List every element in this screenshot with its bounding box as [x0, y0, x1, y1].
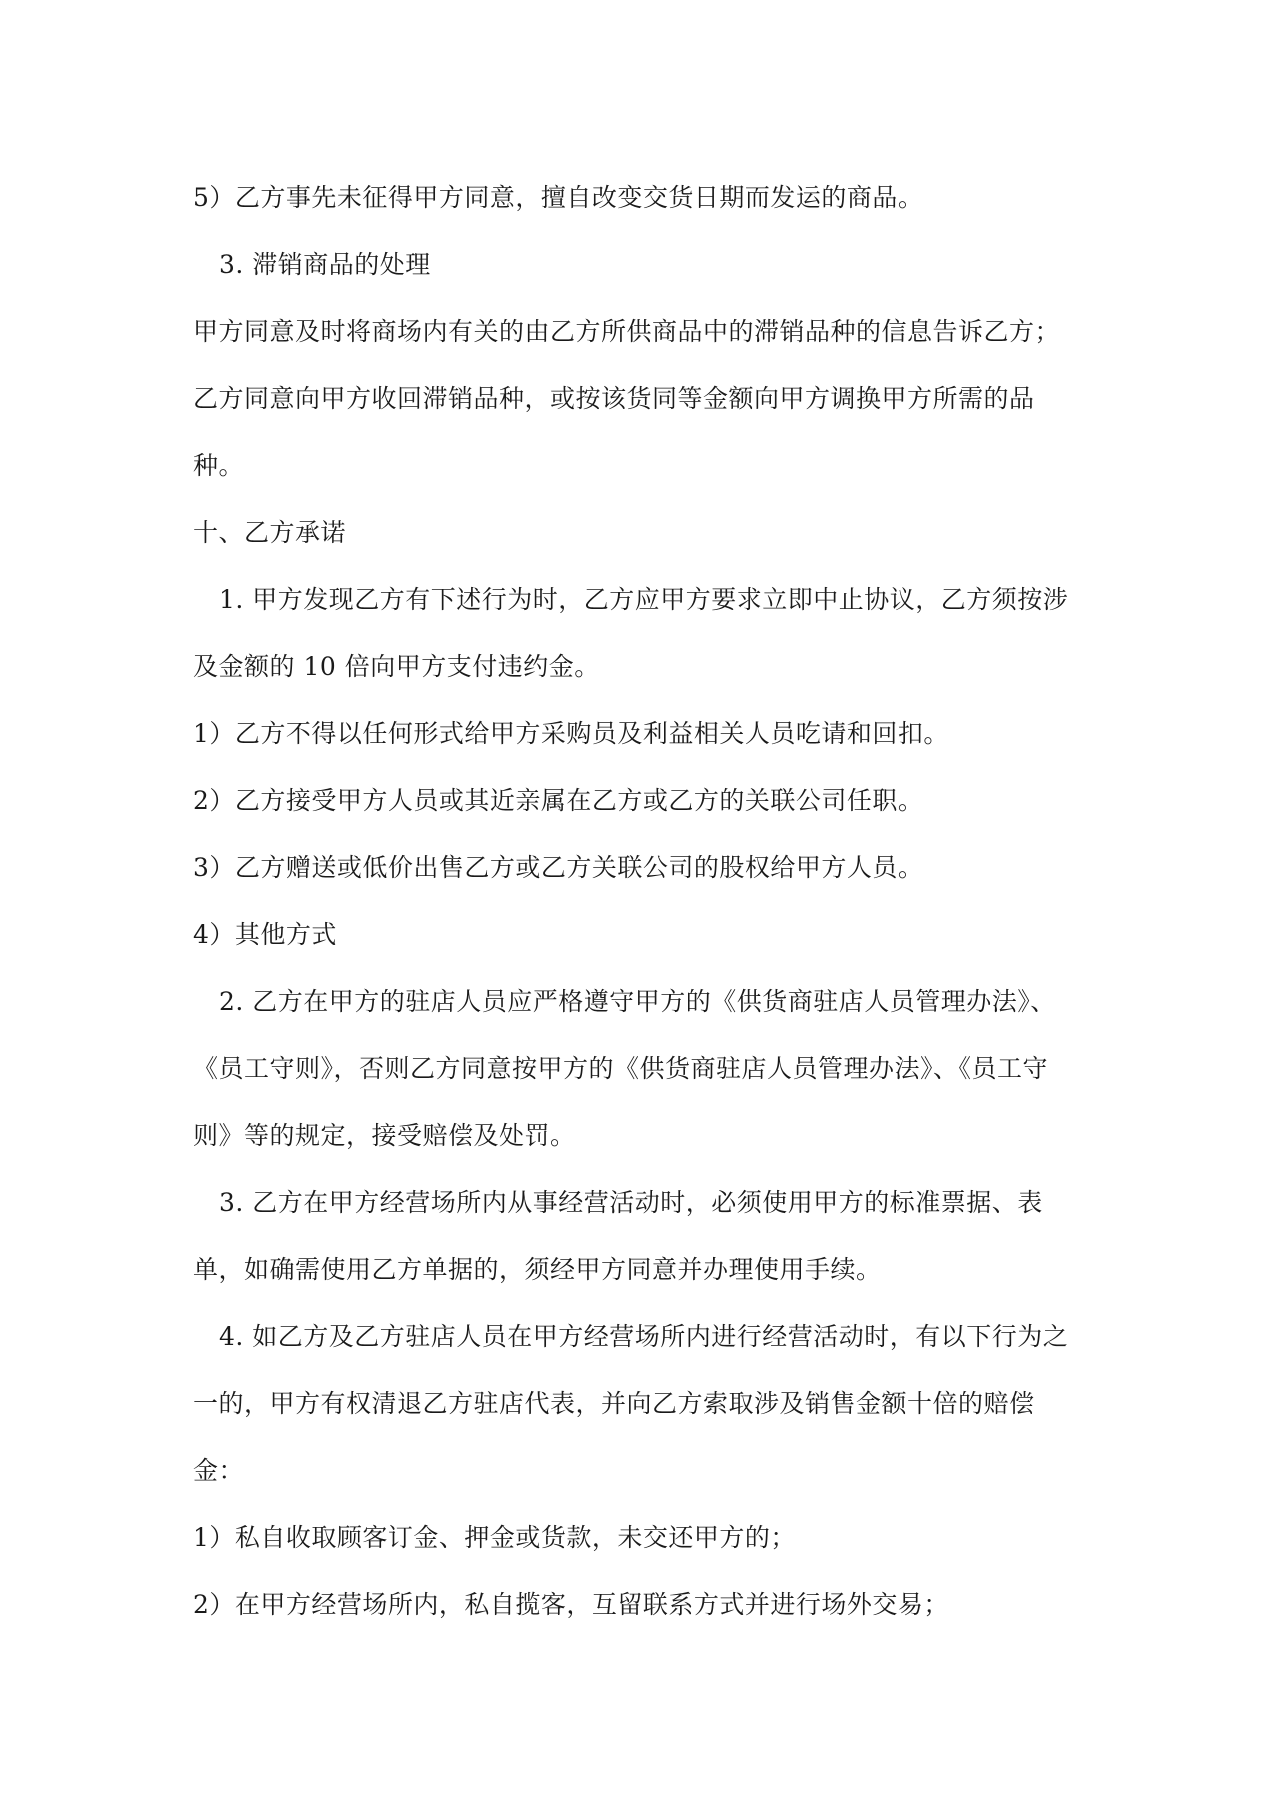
list-item: 1）私自收取顾客订金、押金或货款，未交还甲方的；	[193, 1523, 796, 1552]
clause-text: 4. 如乙方及乙方驻店人员在甲方经营场所内进行经营活动时，有以下行为之	[219, 1322, 1069, 1351]
clause-text: 2. 乙方在甲方的驻店人员应严格遵守甲方的《供货商驻店人员管理办法》、	[219, 987, 1056, 1016]
clause-text: 3. 乙方在甲方经营场所内从事经营活动时，必须使用甲方的标准票据、表	[219, 1188, 1043, 1217]
clause-text: 一的，甲方有权清退乙方驻店代表，并向乙方索取涉及销售金额十倍的赔偿	[193, 1389, 1035, 1418]
clause-text: 单，如确需使用乙方单据的，须经甲方同意并办理使用手续。	[193, 1255, 882, 1284]
clause-text: 《员工守则》，否则乙方同意按甲方的《供货商驻店人员管理办法》、《员工守	[193, 1054, 1049, 1083]
clause-text: 金：	[193, 1456, 245, 1485]
chapter-heading: 十、乙方承诺	[193, 518, 347, 547]
clause-text: 及金额的 10 倍向甲方支付违约金。	[193, 652, 600, 681]
list-item: 2）在甲方经营场所内，私自揽客，互留联系方式并进行场外交易；	[193, 1590, 949, 1619]
section-heading: 3. 滞销商品的处理	[219, 250, 431, 279]
list-item: 3）乙方赠送或低价出售乙方或乙方关联公司的股权给甲方人员。	[193, 853, 924, 882]
clause-text: 乙方同意向甲方收回滞销品种，或按该货同等金额向甲方调换甲方所需的品	[193, 384, 1035, 413]
list-item: 2）乙方接受甲方人员或其近亲属在乙方或乙方的关联公司任职。	[193, 786, 924, 815]
clause-text: 种。	[193, 451, 245, 480]
clause-text: 5）乙方事先未征得甲方同意，擅自改变交货日期而发运的商品。	[193, 183, 924, 212]
clause-text: 1. 甲方发现乙方有下述行为时，乙方应甲方要求立即中止协议，乙方须按涉	[219, 585, 1069, 614]
clause-text: 则》等的规定，接受赔偿及处罚。	[193, 1121, 576, 1150]
document-body	[193, 164, 1098, 1638]
list-item: 4）其他方式	[193, 920, 337, 949]
clause-text: 甲方同意及时将商场内有关的由乙方所供商品中的滞销品种的信息告诉乙方；	[193, 317, 1061, 346]
list-item: 1）乙方不得以任何形式给甲方采购员及利益相关人员吃请和回扣。	[193, 719, 949, 748]
